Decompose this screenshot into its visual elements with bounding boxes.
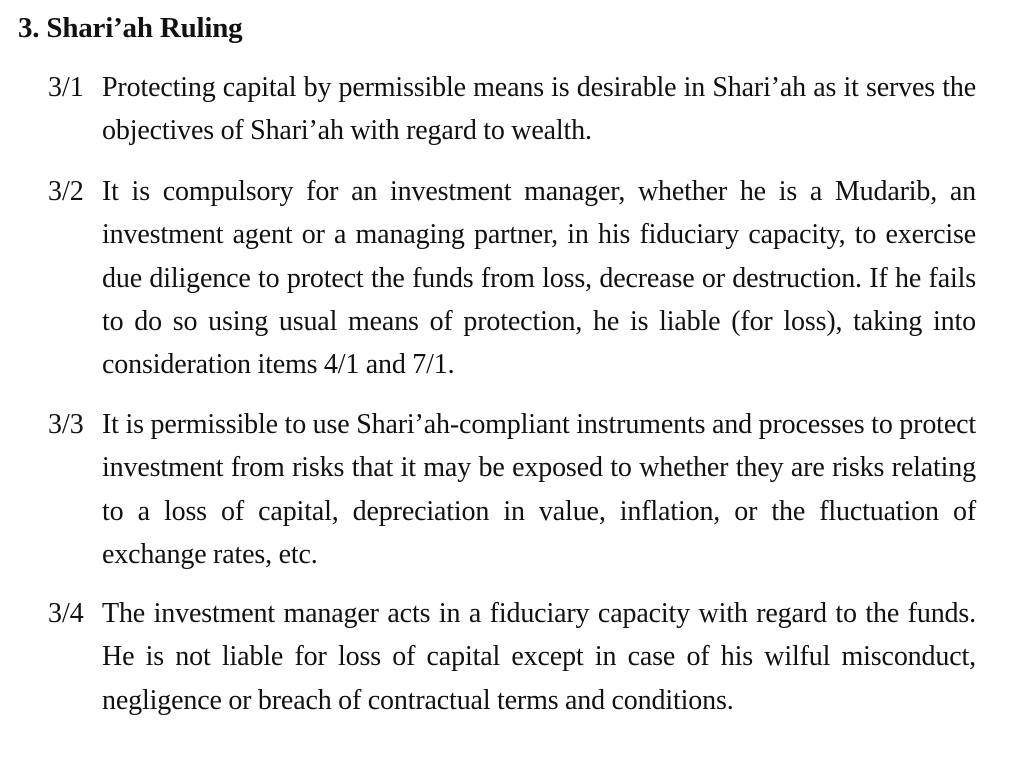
item-text: It is compulsory for an investment manager, whether he is a Mudarib, an investment agent or a managing partner, in his fiduciary capacity, to exercise due diligence to protect the funds from loss, decrease or destruction. If he fails to do so using usual means of protection, he is liable (for loss), taking into consideration items 4/1 and 7/1. <box>102 176 976 381</box>
item-number: 3/1 <box>48 72 84 103</box>
item-number: 3/3 <box>48 409 84 440</box>
item-text: The investment manager acts in a fiduciary capacity with regard to the funds. He is not liable for loss of capital except in case of his wilful misconduct, negligence or breach of contractual terms and conditions. <box>102 598 976 716</box>
section-title: 3. Shari’ah Ruling <box>18 12 243 44</box>
item-text: Protecting capital by permissible means is desirable in Shari’ah as it serves the objectives of Shari’ah with regard to wealth. <box>102 72 976 147</box>
item-number: 3/4 <box>48 598 84 629</box>
item-number: 3/2 <box>48 176 84 207</box>
item-text: It is permissible to use Shari’ah-compliant instruments and processes to protect investment from risks that it may be exposed to whether they are risks relating to a loss of capital, depreciation in value, inflation, or the fluctuation of exchange rates, etc. <box>102 409 976 570</box>
